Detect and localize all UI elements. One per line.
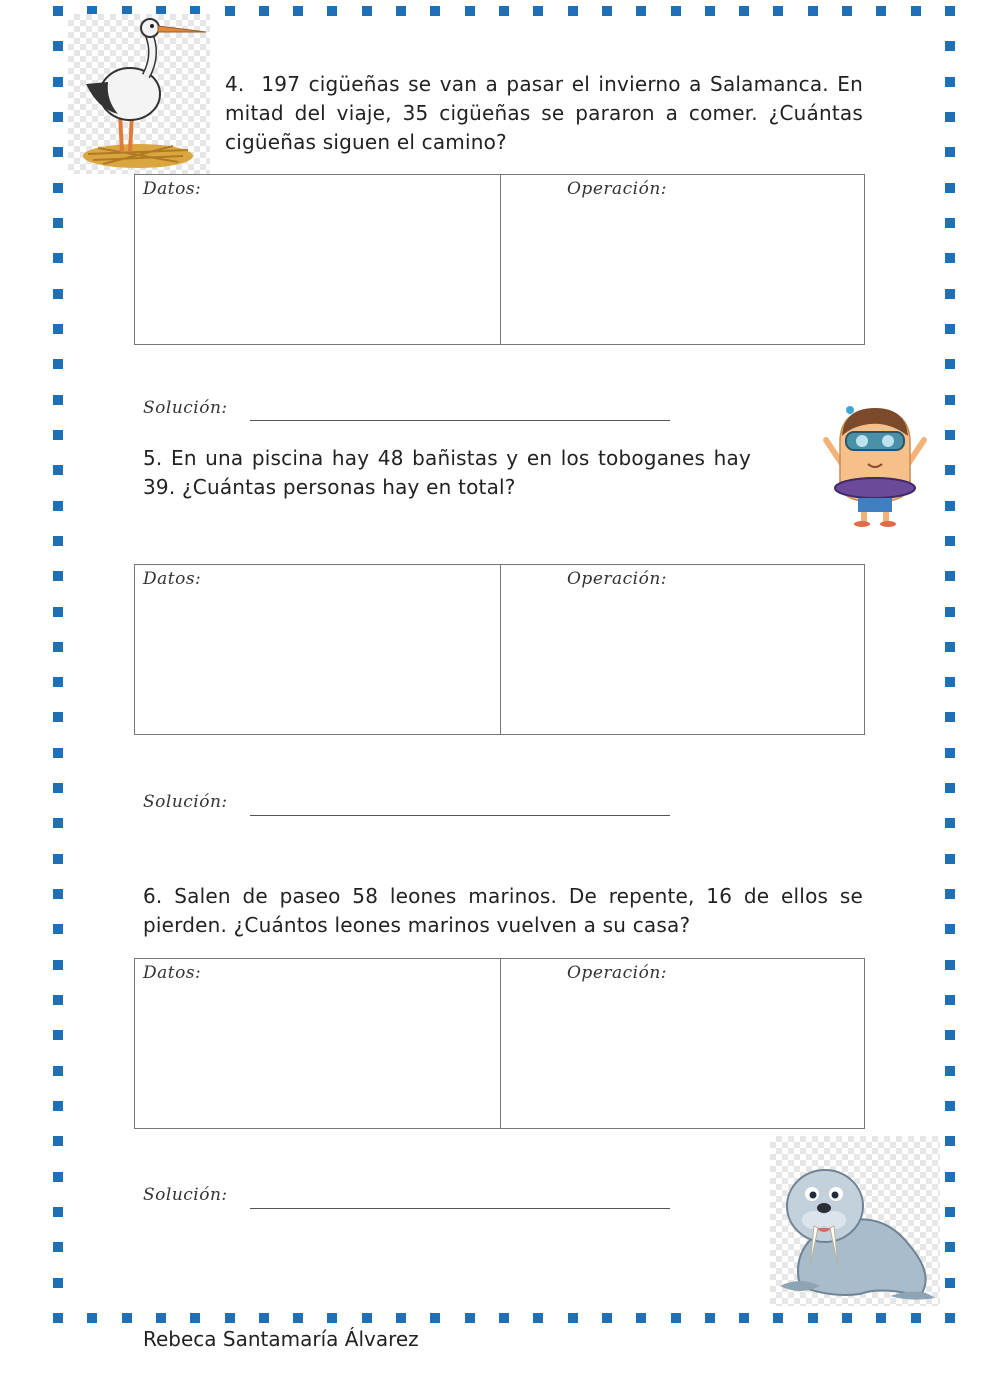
border-dot	[636, 6, 646, 16]
border-dot	[705, 1313, 715, 1323]
border-dot	[945, 712, 955, 722]
border-dot	[945, 1101, 955, 1111]
border-dot	[739, 6, 749, 16]
datos-label: Datos:	[143, 179, 202, 199]
author-name: Rebeca Santamaría Álvarez	[143, 1327, 419, 1351]
border-dot	[945, 748, 955, 758]
border-dot	[53, 1207, 63, 1217]
border-dot	[327, 1313, 337, 1323]
border-dot	[53, 571, 63, 581]
border-dot	[876, 1313, 886, 1323]
border-dot	[53, 465, 63, 475]
border-dot	[945, 430, 955, 440]
border-dot	[945, 77, 955, 87]
walrus-icon	[770, 1136, 940, 1306]
border-dot	[499, 6, 509, 16]
border-dot	[53, 324, 63, 334]
border-dot	[156, 1313, 166, 1323]
problem-text: Salen de paseo 58 leones marinos. De repente, 16 de ellos se pierden. ¿Cuántos leones marinos vuelven a su casa?	[143, 884, 863, 937]
border-dot	[945, 995, 955, 1005]
border-dot	[53, 147, 63, 157]
border-dot	[430, 1313, 440, 1323]
border-dot	[362, 6, 372, 16]
border-dot	[671, 6, 681, 16]
border-dot	[945, 253, 955, 263]
border-dot	[945, 289, 955, 299]
border-dot	[53, 430, 63, 440]
border-dot	[739, 1313, 749, 1323]
box-divider	[500, 175, 501, 344]
border-dot	[808, 1313, 818, 1323]
border-dot	[808, 6, 818, 16]
border-dot	[327, 6, 337, 16]
border-dot	[876, 6, 886, 16]
problem-6-statement	[143, 882, 863, 940]
border-dot	[945, 818, 955, 828]
border-dot	[602, 6, 612, 16]
border-dot	[53, 677, 63, 687]
border-dot	[945, 1066, 955, 1076]
problem-5-statement	[143, 444, 751, 502]
solucion-label: Solución:	[143, 1185, 228, 1205]
border-dot	[396, 1313, 406, 1323]
border-dot	[945, 607, 955, 617]
border-dot	[945, 465, 955, 475]
border-dot	[945, 1278, 955, 1288]
border-dot	[53, 924, 63, 934]
border-dot	[945, 1030, 955, 1040]
border-dot	[53, 501, 63, 511]
border-dot	[945, 112, 955, 122]
border-dot	[568, 6, 578, 16]
border-dot	[842, 1313, 852, 1323]
border-dot	[190, 1313, 200, 1323]
walrus-illustration	[770, 1136, 940, 1306]
solucion-answer-line[interactable]	[250, 1208, 670, 1209]
border-dot	[53, 1101, 63, 1111]
border-dot	[430, 6, 440, 16]
border-dot	[53, 395, 63, 405]
operacion-label: Operación:	[567, 963, 668, 983]
border-dot	[53, 607, 63, 617]
swimmer-icon	[820, 402, 930, 532]
border-dot	[945, 359, 955, 369]
border-dot	[945, 147, 955, 157]
border-dot	[259, 1313, 269, 1323]
border-dot	[945, 324, 955, 334]
border-dot	[945, 501, 955, 511]
border-dot	[53, 960, 63, 970]
border-dot	[533, 6, 543, 16]
border-dot	[53, 1242, 63, 1252]
problem-number: 4.	[225, 72, 245, 96]
border-dot	[773, 6, 783, 16]
problem-4-statement	[225, 70, 863, 157]
border-dot	[773, 1313, 783, 1323]
border-dot	[945, 1207, 955, 1217]
border-dot	[53, 642, 63, 652]
border-dot	[465, 1313, 475, 1323]
border-dot	[53, 854, 63, 864]
border-dot	[53, 41, 63, 51]
border-dot	[53, 995, 63, 1005]
answer-box-6	[134, 958, 865, 1129]
border-dot	[945, 960, 955, 970]
border-dot	[842, 6, 852, 16]
border-dot	[396, 6, 406, 16]
stork-icon	[68, 14, 210, 174]
border-dot	[705, 6, 715, 16]
border-dot	[122, 1313, 132, 1323]
border-dot	[53, 77, 63, 87]
solucion-label: Solución:	[143, 792, 228, 812]
border-dot	[293, 6, 303, 16]
border-dot	[53, 1313, 63, 1323]
border-dot	[87, 1313, 97, 1323]
datos-label: Datos:	[143, 569, 202, 589]
border-dot	[945, 1242, 955, 1252]
border-dot	[945, 183, 955, 193]
answer-box-4	[134, 174, 865, 345]
border-dot	[945, 924, 955, 934]
border-dot	[945, 677, 955, 687]
border-dot	[945, 854, 955, 864]
border-dot	[945, 1313, 955, 1323]
border-dot	[911, 1313, 921, 1323]
border-dot	[636, 1313, 646, 1323]
border-dot	[259, 6, 269, 16]
border-dot	[945, 41, 955, 51]
border-dot	[53, 1136, 63, 1146]
border-dot	[53, 183, 63, 193]
border-dot	[945, 889, 955, 899]
border-dot	[53, 359, 63, 369]
problem-number: 5.	[143, 446, 163, 470]
solucion-answer-line[interactable]	[250, 815, 670, 816]
operacion-label: Operación:	[567, 569, 668, 589]
border-dot	[499, 1313, 509, 1323]
border-dot	[945, 1172, 955, 1182]
border-dot	[533, 1313, 543, 1323]
border-dot	[53, 218, 63, 228]
box-divider	[500, 959, 501, 1128]
border-dot	[293, 1313, 303, 1323]
border-dot	[945, 1136, 955, 1146]
operacion-label: Operación:	[567, 179, 668, 199]
answer-box-5	[134, 564, 865, 735]
border-dot	[945, 536, 955, 546]
border-dot	[53, 1030, 63, 1040]
border-dot	[362, 1313, 372, 1323]
border-dot	[53, 289, 63, 299]
stork-illustration	[68, 14, 210, 174]
border-dot	[53, 253, 63, 263]
border-dot	[53, 1278, 63, 1288]
border-dot	[53, 748, 63, 758]
border-dot	[945, 218, 955, 228]
datos-label: Datos:	[143, 963, 202, 983]
border-dot	[602, 1313, 612, 1323]
border-dot	[911, 6, 921, 16]
problem-text: 197 cigüeñas se van a pasar el invierno a Salamanca. En mitad del viaje, 35 cigüeñas se pararon a comer. ¿Cuántas cigüeñas siguen el camino?	[225, 72, 863, 154]
border-dot	[53, 6, 63, 16]
problem-number: 6.	[143, 884, 163, 908]
border-dot	[945, 395, 955, 405]
border-dot	[945, 783, 955, 793]
swimmer-illustration	[820, 402, 930, 532]
solucion-label: Solución:	[143, 398, 228, 418]
box-divider	[500, 565, 501, 734]
border-dot	[53, 112, 63, 122]
border-dot	[53, 712, 63, 722]
border-dot	[53, 889, 63, 899]
border-dot	[225, 1313, 235, 1323]
border-dot	[945, 642, 955, 652]
border-dot	[53, 536, 63, 546]
border-dot	[945, 6, 955, 16]
border-dot	[53, 1066, 63, 1076]
border-dot	[568, 1313, 578, 1323]
border-dot	[53, 783, 63, 793]
problem-text: En una piscina hay 48 bañistas y en los toboganes hay 39. ¿Cuántas personas hay en total?	[143, 446, 752, 499]
border-dot	[53, 1172, 63, 1182]
border-dot	[225, 6, 235, 16]
solucion-answer-line[interactable]	[250, 420, 670, 421]
border-dot	[53, 818, 63, 828]
border-dot	[671, 1313, 681, 1323]
border-dot	[945, 571, 955, 581]
border-dot	[465, 6, 475, 16]
